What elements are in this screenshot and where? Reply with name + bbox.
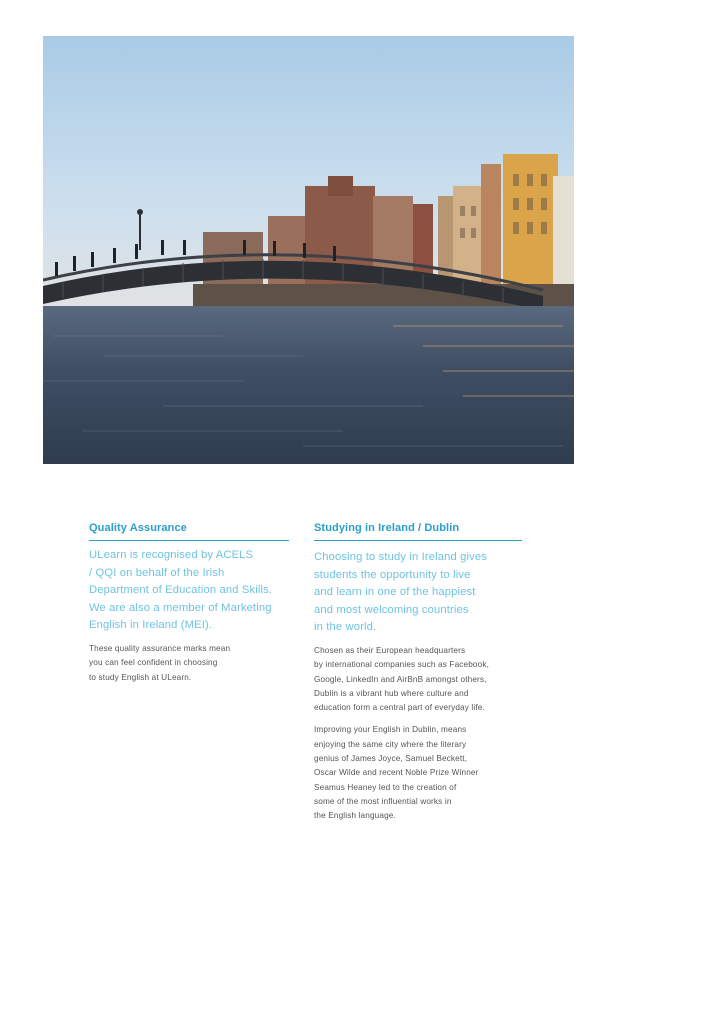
studying-in-dublin-lead bbox=[314, 549, 522, 637]
lead-line: ULearn is recognised by ACELS bbox=[89, 549, 254, 561]
body-line: Chosen as their European headquarters bbox=[314, 645, 466, 655]
lead-line: students the opportunity to live bbox=[314, 568, 471, 581]
body-line: These quality assurance marks mean bbox=[89, 643, 231, 653]
body-line: you can feel confident in choosing bbox=[89, 658, 218, 668]
lead-line: and learn in one of the happiest bbox=[314, 586, 476, 599]
quality-assurance-section bbox=[89, 520, 289, 685]
literary-paragraph bbox=[314, 723, 522, 823]
body-line: Dublin is a vibrant hub where culture and bbox=[314, 688, 469, 698]
body-line: the English language. bbox=[314, 811, 396, 821]
body-line: some of the most influential works in bbox=[314, 796, 452, 806]
quality-assurance-lead bbox=[89, 547, 289, 635]
body-line: Google, LinkedIn and AirBnB amongst others, bbox=[314, 674, 487, 684]
quality-assurance-body bbox=[89, 642, 289, 685]
lead-line: in the world. bbox=[314, 621, 377, 634]
lead-line: / QQI on behalf of the Irish bbox=[89, 566, 225, 579]
body-line: to study English at ULearn. bbox=[89, 672, 192, 682]
studying-in-dublin-heading: Studying in Ireland / Dublin bbox=[314, 520, 522, 541]
lead-line: English in Ireland (MEI). bbox=[89, 619, 213, 632]
lead-line: Choosing to study in Ireland gives bbox=[314, 551, 488, 563]
body-line: by international companies such as Facebook, bbox=[314, 660, 489, 670]
studying-in-dublin-section bbox=[314, 520, 522, 824]
body-line: enjoying the same city where the literary bbox=[314, 739, 467, 749]
lead-line: and most welcoming countries bbox=[314, 603, 469, 616]
dublin-bridge-photo bbox=[43, 36, 574, 464]
body-line: Improving your English in Dublin, means bbox=[314, 725, 467, 735]
body-line: genius of James Joyce, Samuel Beckett, bbox=[314, 754, 468, 764]
body-line: education form a central part of everyday life. bbox=[314, 703, 485, 713]
body-line: Oscar Wilde and recent Noble Prize Winner bbox=[314, 768, 479, 778]
quality-assurance-heading: Quality Assurance bbox=[89, 520, 289, 541]
headquarters-paragraph bbox=[314, 644, 522, 715]
lead-line: We are also a member of Marketing bbox=[89, 601, 272, 614]
body-line: Seamus Heaney led to the creation of bbox=[314, 782, 457, 792]
lead-line: Department of Education and Skills. bbox=[89, 584, 273, 597]
